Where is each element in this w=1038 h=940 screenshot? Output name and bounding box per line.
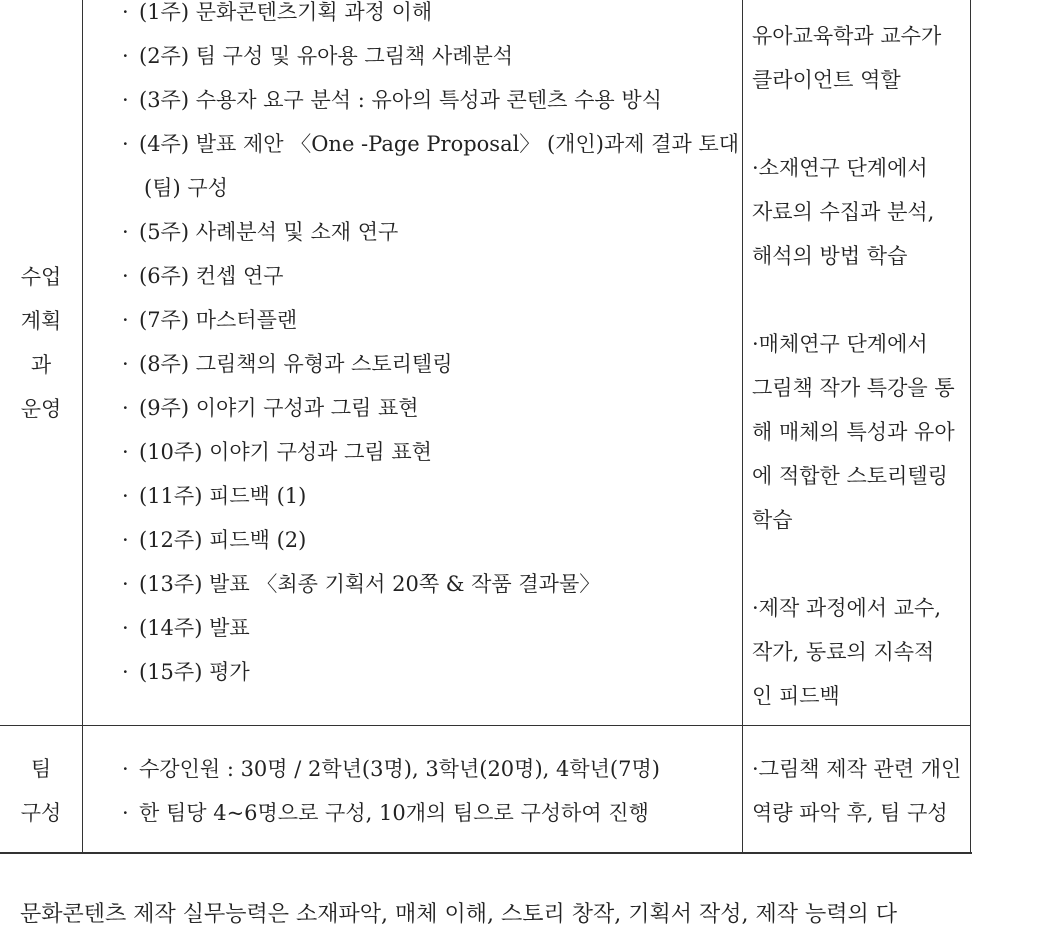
note-line: 학습: [752, 508, 793, 532]
note-line: 그림책 작가 특강을 통: [752, 376, 955, 400]
note-line: 유아교육학과 교수가: [752, 24, 942, 48]
weekly-plan-list: [122, 0, 740, 694]
note-line: 클라이언트 역할: [752, 68, 901, 92]
plan-label-line: 운영: [20, 397, 62, 421]
plan-row-label: [0, 255, 82, 431]
note-line: 작가, 동료의 지속적: [752, 640, 935, 664]
team-item: · 수강인원 : 30명 / 2학년(3명), 3학년(20명), 4학년(7명): [122, 747, 732, 791]
week-item: · (1주) 문화콘텐츠기획 과정 이해: [122, 0, 732, 34]
week-item: · (12주) 피드백 (2): [122, 518, 732, 562]
week-item: · (5주) 사례분석 및 소재 연구: [122, 210, 732, 254]
team-note-line: 역량 파악 후, 팀 구성: [752, 801, 948, 825]
week-item: · (3주) 수용자 요구 분석 : 유아의 특성과 콘텐츠 수용 방식: [122, 78, 732, 122]
week-item-continuation: (팀) 구성: [144, 176, 228, 200]
note-line: 인 피드백: [752, 684, 840, 708]
week-item: · (2주) 팀 구성 및 유아용 그림책 사례분석: [122, 34, 732, 78]
team-item: · 한 팀당 4~6명으로 구성, 10개의 팀으로 구성하여 진행: [122, 791, 732, 835]
note-line: ·매체연구 단계에서: [752, 332, 928, 356]
note-line: ·소재연구 단계에서: [752, 156, 928, 180]
week-item: · (15주) 평가: [122, 650, 732, 694]
team-label-line: 팀: [30, 757, 52, 781]
note-line: 자료의 수집과 분석,: [752, 200, 935, 224]
week-item: · (14주) 발표: [122, 606, 732, 650]
table-bottom-border: [0, 852, 972, 854]
week-item: · (11주) 피드백 (1): [122, 474, 732, 518]
team-row-label: [0, 747, 82, 835]
week-item: · (4주) 발표 제안 〈One -Page Proposal〉 (개인)과제 결과 토대: [122, 122, 732, 166]
week-item: · (10주) 이야기 구성과 그림 표현: [122, 430, 732, 474]
week-item: · (13주) 발표 〈최종 기획서 20쪽 & 작품 결과물〉: [122, 562, 732, 606]
team-note-line: ·그림책 제작 관련 개인: [752, 757, 962, 781]
week-item: · (6주) 컨셉 연구: [122, 254, 732, 298]
clipped-note-fragment: [752, 0, 966, 2]
team-label-line: 구성: [20, 801, 62, 825]
plan-label-line: 과: [30, 353, 52, 377]
note-line: 해 매체의 특성과 유아: [752, 420, 955, 444]
table-row-divider: [0, 725, 971, 726]
week-item: · (7주) 마스터플랜: [122, 298, 732, 342]
plan-label-line: 수업: [20, 265, 62, 289]
plan-notes: [752, 14, 962, 718]
note-line: 에 적합한 스토리텔링: [752, 464, 948, 488]
note-line: 해석의 방법 학습: [752, 244, 908, 268]
week-item: · (9주) 이야기 구성과 그림 표현: [122, 386, 732, 430]
body-paragraph: 문화콘텐츠 제작 실무능력은 소재파악, 매체 이해, 스토리 창작, 기획서 작성, 제작 능력의 다: [20, 902, 897, 927]
team-composition-list: [122, 747, 732, 835]
note-line: ·제작 과정에서 교수,: [752, 596, 941, 620]
team-notes: [752, 747, 967, 835]
week-item: · (8주) 그림책의 유형과 스토리텔링: [122, 342, 732, 386]
plan-label-line: 계획: [20, 309, 62, 333]
